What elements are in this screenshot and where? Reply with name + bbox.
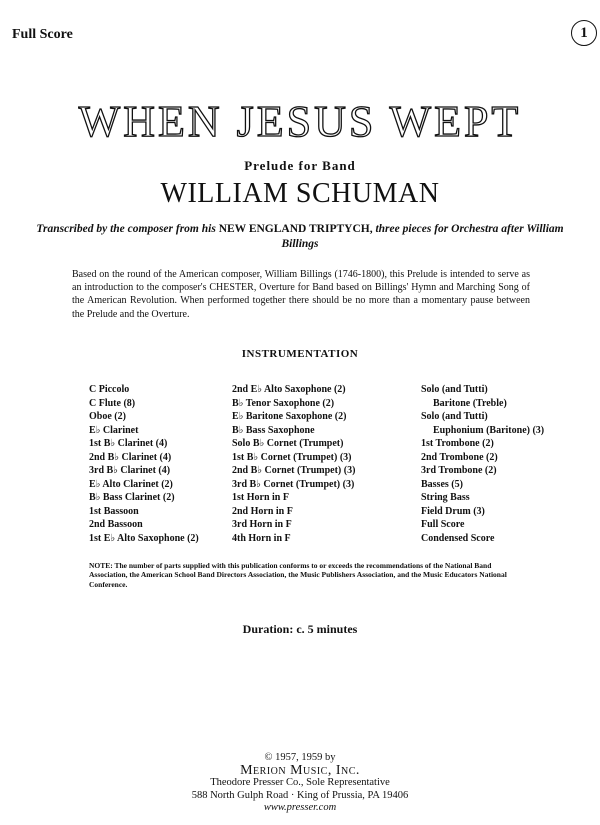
transcription-suffix: three pieces for Orchestra after William Billings	[281, 223, 564, 250]
instrument-item: String Bass	[421, 492, 470, 503]
instrument-item: 2nd B♭ Cornet (Trumpet) (3)	[232, 465, 356, 476]
composer-name: WILLIAM SCHUMAN	[160, 178, 440, 209]
instrument-item: B♭ Bass Saxophone	[232, 424, 315, 436]
instrument-item: 3rd Trombone (2)	[421, 465, 497, 476]
instrument-item: E♭ Baritone Saxophone (2)	[232, 411, 347, 422]
address-line: 588 North Gulph Road · King of Prussia, PA 19406	[191, 789, 409, 801]
subtitle: Prelude for Band	[244, 158, 356, 173]
representative-line: Theodore Presser Co., Sole Representative	[210, 777, 390, 788]
instrument-item: 3rd B♭ Clarinet (4)	[89, 465, 171, 476]
instrument-item: Full Score	[421, 519, 465, 530]
instrument-item: Solo B♭ Cornet (Trumpet)	[232, 438, 344, 449]
publisher-name: Merion Music, Inc.	[240, 762, 360, 778]
instrument-item: 1st B♭ Clarinet (4)	[89, 438, 168, 449]
instrument-item: Solo (and Tutti)	[421, 411, 488, 422]
instrument-item: B♭ Tenor Saxophone (2)	[232, 397, 335, 409]
instrument-item: Euphonium (Baritone) (3)	[433, 424, 545, 436]
instrument-item: E♭ Clarinet	[89, 424, 139, 436]
instrument-column-3	[421, 383, 544, 545]
instrument-item: Basses (5)	[421, 478, 463, 490]
instrument-item: 2nd Trombone (2)	[421, 451, 498, 463]
instrument-column-1	[89, 383, 199, 545]
page-number: 1	[571, 20, 597, 46]
instrument-item: 2nd E♭ Alto Saxophone (2)	[232, 384, 346, 395]
instrument-item: 2nd Bassoon	[89, 519, 143, 530]
publisher-footer	[0, 752, 600, 815]
instrument-item: 2nd B♭ Clarinet (4)	[89, 451, 172, 463]
instrument-item: Field Drum (3)	[421, 505, 485, 517]
instrument-item: 4th Horn in F	[232, 532, 291, 544]
instrumentation-heading: INSTRUMENTATION	[241, 348, 359, 360]
instrument-item: 3rd Horn in F	[232, 519, 292, 530]
copyright-line: © 1957, 1959 by	[264, 752, 336, 763]
parts-note: NOTE: The number of parts supplied with this publication conforms to or exceeds the recommendations of the National Band Association, the American School Band Directors Association, the Music Publishers Association, and the Music Educators National Conference.	[89, 561, 507, 589]
instrument-item: 1st B♭ Cornet (Trumpet) (3)	[232, 451, 352, 463]
transcription-work-title: NEW ENGLAND TRIPTYCH,	[218, 223, 373, 235]
intro-paragraph: Based on the round of the American composer, William Billings (1746-1800), this Prelude is intended to serve as an introduction to the composer's CHESTER, Overture for Band based on Billings' Hymn and Marching Song of the American Revolution. When performed together there should be no more than a momentary pause between the Prelude and the Overture.	[72, 269, 530, 320]
duration: Duration: c. 5 minutes	[242, 622, 358, 636]
instrument-item: 2nd Horn in F	[232, 505, 293, 517]
transcription-credit	[30, 222, 570, 252]
instrument-item: 1st E♭ Alto Saxophone (2)	[89, 532, 199, 544]
instrument-item: Condensed Score	[421, 532, 495, 544]
instrument-item: B♭ Bass Clarinet (2)	[89, 492, 175, 503]
instrument-item: 1st Bassoon	[89, 505, 139, 517]
score-label: Full Score	[12, 27, 73, 42]
instrument-item: C Piccolo	[89, 384, 130, 395]
instrument-item: Solo (and Tutti)	[421, 384, 488, 395]
website-link[interactable]: www.presser.com	[263, 802, 337, 813]
instrument-item: C Flute (8)	[89, 397, 136, 409]
instrument-item: Baritone (Treble)	[433, 397, 507, 409]
instrument-item: Oboe (2)	[89, 411, 126, 422]
page-title: WHEN JESUS WEPT	[78, 97, 522, 146]
instrument-item: 1st Horn in F	[232, 492, 289, 503]
instrument-item: E♭ Alto Clarinet (2)	[89, 478, 173, 490]
transcription-prefix: Transcribed by the composer from his	[36, 223, 219, 235]
instrument-column-2	[232, 383, 355, 545]
instrument-item: 1st Trombone (2)	[421, 438, 494, 449]
instrument-item: 3rd B♭ Cornet (Trumpet) (3)	[232, 478, 355, 490]
